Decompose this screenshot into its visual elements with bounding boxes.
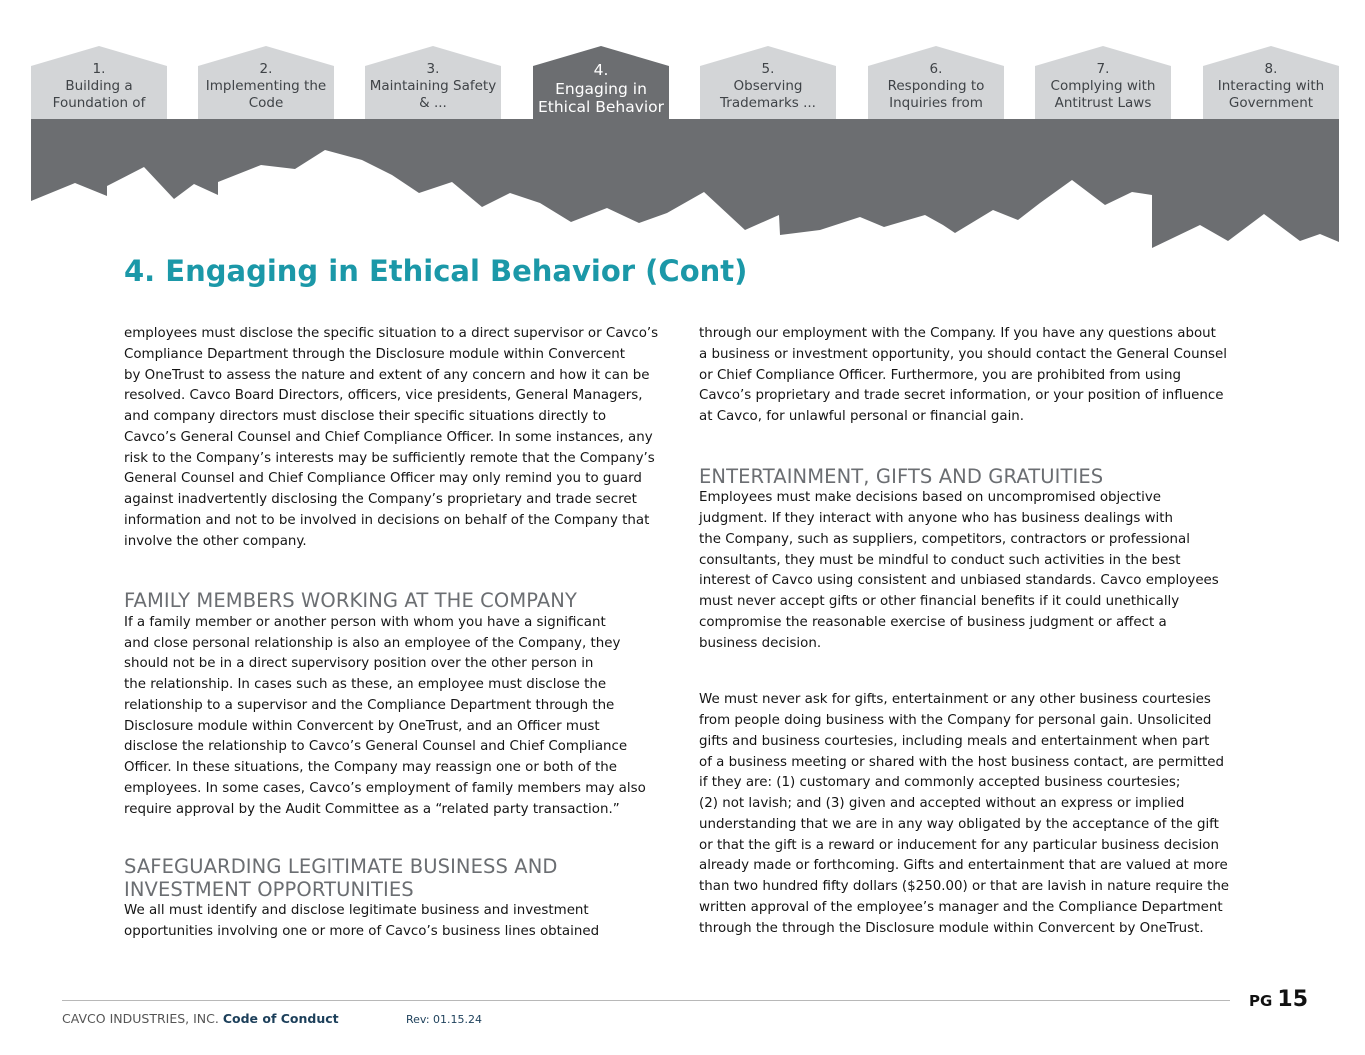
text-line: already made or forthcoming. Gifts and entertainment that are valued at more: [699, 858, 1228, 874]
footer-divider: [62, 1000, 1230, 1001]
tab-number: 4.: [593, 61, 609, 79]
company-name: CAVCO INDUSTRIES, INC.: [62, 1011, 219, 1026]
text-line: We must never ask for gifts, entertainment or any other business courtesies: [699, 692, 1211, 708]
left-column: [124, 324, 672, 943]
safeguarding-heading: [124, 856, 672, 901]
text-line: interest of Cavco using consistent and unbiased standards. Cavco employees: [699, 573, 1219, 589]
tab-7[interactable]: [1035, 61, 1171, 113]
text-line: Officer. In these situations, the Company may reassign one or both of the: [124, 760, 617, 775]
text-line: INVESTMENT OPPORTUNITIES: [124, 877, 414, 901]
text-line: from people doing business with the Company for personal gain. Unsolicited: [699, 713, 1212, 728]
text-line: and close personal relationship is also an employee of the Company, they: [124, 635, 621, 651]
page-number: [1249, 987, 1308, 1012]
text-line: information and not to be involved in decisions on behalf of the Company that: [124, 512, 650, 528]
tab-title: Responding to Inquiries from: [887, 78, 985, 111]
text-line: risk to the Company’s interests may be sufficiently remote that the Company’s: [124, 450, 655, 466]
family-members-heading: FAMILY MEMBERS WORKING AT THE COMPANY: [124, 589, 577, 613]
banner-skyline: [31, 119, 1339, 248]
tab-title: Building a Foundation of: [52, 78, 146, 111]
gifts-permitted-paragraph: [699, 690, 1247, 939]
text-line: at Cavco, for unlawful personal or financial gain.: [699, 409, 1025, 424]
text-line: require approval by the Audit Committee as a “related party transaction.”: [124, 801, 620, 817]
page-label: PG: [1249, 992, 1273, 1010]
text-line: relationship to a supervisor and the Compliance Department through the: [124, 697, 615, 713]
safeguarding-paragraph: [124, 901, 672, 943]
text-line: SAFEGUARDING LEGITIMATE BUSINESS AND: [124, 855, 558, 879]
text-line: opportunities involving one or more of Cavco’s business lines obtained: [124, 924, 600, 939]
text-line: disclose the relationship to Cavco’s General Counsel and Chief Compliance: [124, 739, 628, 755]
tab-1[interactable]: [31, 61, 167, 113]
tab-title: Maintaining Safety & ...: [369, 78, 497, 111]
tab-title: Engaging in Ethical Behavior: [537, 79, 665, 116]
text-line: resolved. Cavco Board Directors, officers, vice presidents, General Managers,: [124, 388, 643, 404]
document-name: Code of Conduct: [222, 1011, 339, 1026]
text-line: than two hundred fifty dollars ($250.00) or that are lavish in nature require the: [699, 879, 1230, 894]
text-line: a business or investment opportunity, you should contact the General Counsel: [699, 346, 1227, 362]
footer-company: [62, 1011, 339, 1026]
tab-number: 7.: [1096, 61, 1110, 77]
tab-6[interactable]: [868, 61, 1004, 113]
gifts-paragraph: [699, 488, 1247, 654]
navigation-banner: [0, 0, 1365, 260]
text-line: must never accept gifts or other financial benefits if it could unethically: [699, 594, 1180, 609]
revision-date: Rev: 01.15.24: [406, 1013, 483, 1026]
text-line: if they are: (1) customary and commonly accepted business courtesies;: [699, 775, 1181, 791]
text-line: Cavco’s General Counsel and Chief Compliance Officer. In some instances, any: [124, 429, 653, 445]
text-line: by OneTrust to assess the nature and extent of any concern and how it can be: [124, 367, 650, 383]
text-line: business decision.: [699, 635, 822, 651]
tab-title: Observing Trademarks ...: [720, 78, 816, 111]
right-column: [699, 324, 1247, 939]
gifts-heading: ENTERTAINMENT, GIFTS AND GRATUITIES: [699, 464, 1104, 488]
text-line: If a family member or another person with whom you have a significant: [124, 614, 606, 630]
text-line: employees. In some cases, Cavco’s employment of family members may also: [124, 780, 646, 796]
text-line: employees must disclose the specific situation to a direct supervisor or Cavco’s: [124, 326, 659, 341]
text-line: judgment. If they interact with anyone who has business dealings with: [699, 511, 1173, 526]
page-number-value: 15: [1277, 987, 1309, 1012]
tab-3[interactable]: [365, 61, 501, 113]
tab-title: Implementing the Code: [205, 78, 327, 111]
tab-number: 2.: [259, 61, 273, 77]
conflict-continued-paragraph: [124, 324, 672, 552]
tab-number: 1.: [92, 61, 106, 77]
text-line: gifts and business courtesies, including meals and entertainment when part: [699, 733, 1210, 749]
text-line: General Counsel and Chief Compliance Officer may only remind you to guard: [124, 471, 642, 487]
tab-number: 5.: [761, 61, 775, 77]
text-line: consultants, they must be mindful to conduct such activities in the best: [699, 552, 1181, 568]
text-line: Compliance Department through the Disclosure module within Convercent: [124, 346, 625, 362]
text-line: Employees must make decisions based on uncompromised objective: [699, 490, 1161, 506]
family-members-paragraph: [124, 613, 672, 821]
text-line: should not be in a direct supervisory position over the other person in: [124, 656, 594, 672]
tab-5[interactable]: [700, 61, 836, 113]
text-line: through our employment with the Company. If you have any questions about: [699, 326, 1216, 341]
text-line: We all must identify and disclose legitimate business and investment: [124, 903, 589, 919]
text-line: against inadvertently disclosing the Company’s proprietary and trade secret: [124, 492, 637, 507]
text-line: (2) not lavish; and (3) given and accepted without an express or implied: [699, 796, 1185, 811]
tab-title: Interacting with Government: [1217, 78, 1325, 111]
text-line: compromise the reasonable exercise of business judgment or affect a: [699, 614, 1167, 630]
tab-4[interactable]: [533, 61, 669, 139]
text-line: the Company, such as suppliers, competitors, contractors or professional: [699, 531, 1190, 547]
text-line: involve the other company.: [124, 533, 307, 549]
text-line: of a business meeting or shared with the host business contact, are permitted: [699, 754, 1225, 770]
page-title: 4. Engaging in Ethical Behavior (Cont): [124, 254, 748, 288]
text-line: Disclosure module within Convercent by OneTrust, and an Officer must: [124, 718, 600, 734]
tab-number: 8.: [1264, 61, 1278, 77]
tab-title: Complying with Antitrust Laws: [1050, 78, 1156, 111]
text-line: or Chief Compliance Officer. Furthermore, you are prohibited from using: [699, 367, 1182, 383]
text-line: Cavco’s proprietary and trade secret information, or your position of influence: [699, 388, 1224, 404]
text-line: and company directors must disclose their specific situations directly to: [124, 409, 607, 424]
text-line: the relationship. In cases such as these, an employee must disclose the: [124, 677, 607, 692]
text-line: understanding that we are in any way obligated by the acceptance of the gift: [699, 816, 1219, 832]
text-line: or that the gift is a reward or inducement for any particular business decision: [699, 837, 1219, 853]
tab-2[interactable]: [198, 61, 334, 113]
tab-8[interactable]: [1203, 61, 1339, 113]
tab-number: 6.: [929, 61, 943, 77]
opportunities-continued-paragraph: [699, 324, 1247, 428]
tab-number: 3.: [426, 61, 440, 77]
text-line: through the through the Disclosure module within Convercent by OneTrust.: [699, 920, 1204, 936]
text-line: written approval of the employee’s manager and the Compliance Department: [699, 899, 1223, 915]
